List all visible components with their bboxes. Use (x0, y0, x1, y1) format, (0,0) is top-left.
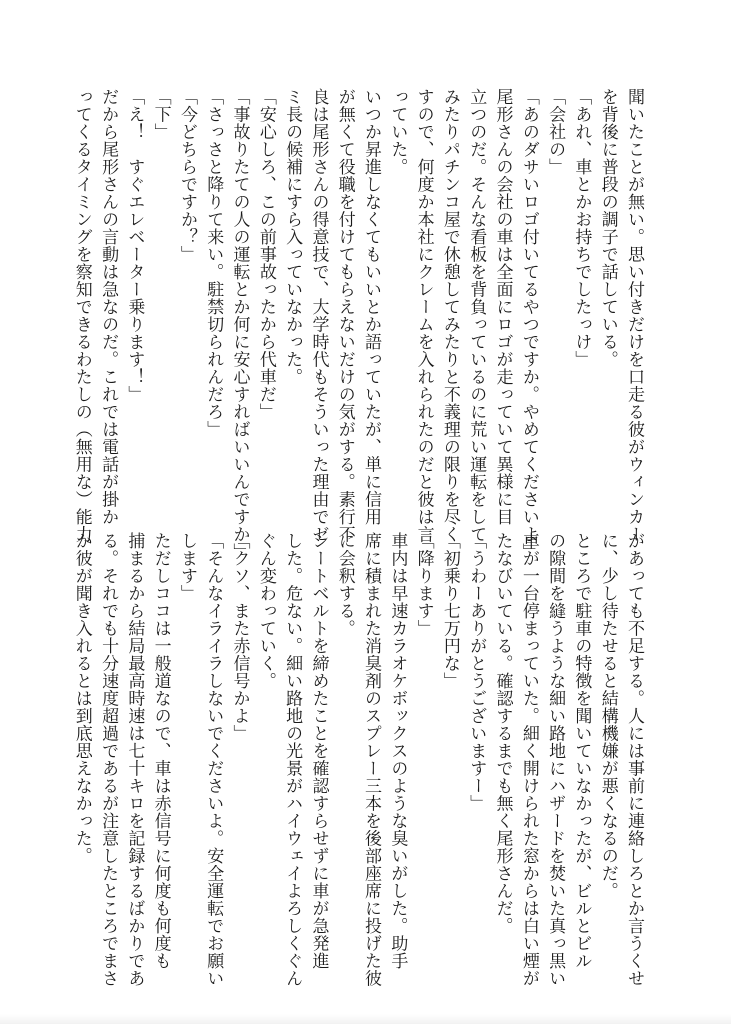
text-line: 「初乗り七万円な」 (439, 532, 460, 690)
text-line: 「今どちらですか？」 (176, 88, 197, 263)
text-line: 良は尾形さんの得意技で、大学時代もそういった理由でゼ (308, 88, 329, 543)
text-line: 聞いたことが無い。思い付きだけを口走る彼がウィンカー (624, 88, 644, 543)
text-line: 「さっさと降りて来い。駐禁切られんだろ」 (203, 88, 224, 438)
text-line: 席に積まれた消臭剤のスプレー三本を後部座席に投げた彼 (361, 532, 382, 987)
text-line: 捕まるから結局最高時速は七十キロを記録するばかりであ (124, 532, 145, 987)
text-line: の隙間を縫うような細い路地にハザードを焚いた真っ黒い (545, 532, 566, 987)
text-line: に会釈する。 (334, 532, 355, 637)
text-line: ところで駐車の特徴を聞いていなかったが、ビルとビル (571, 532, 592, 970)
text-line: みたりパチンコ屋で休憩してみたりと不義理の限りを尽く (439, 88, 460, 543)
text-line: 「事故りたての人の運転とか何に安心すればいいんですか」 (229, 88, 250, 561)
text-line: る。それでも十分速度超過であるが注意したところでまさ (98, 532, 119, 987)
text-line: 「会社の」 (545, 88, 566, 176)
text-line: っていた。 (387, 88, 408, 176)
text-line: 車内は早速カラオケボックスのような臭いがした。助手 (387, 532, 408, 970)
text-line: ってくるタイミングを察知できるわたしの（無用な）能力 (71, 88, 92, 543)
text-line: 「安心しろ、この前事故ったから代車だ」 (255, 88, 276, 421)
text-line: 「あれ、車とかお持ちでしたっけ」 (571, 88, 592, 368)
text-line: か彼が聞き入れるとは到底思えなかった。 (71, 532, 92, 865)
text-line: 「え！ すぐエレベーター乗ります！」 (124, 88, 145, 403)
text-line: が無くて役職を付けてもらえないだけの気がする。素行不 (334, 88, 355, 543)
text-line: を背後に普段の調子で話している。 (597, 88, 618, 368)
text-line: いつか昇進しなくてもいいとか語っていたが、単に信用 (361, 88, 382, 526)
text-line: だから尾形さんの言動は急なのだ。これでは電話が掛か (98, 88, 119, 526)
page-bottom-edge (0, 1014, 731, 1024)
top-text-block (71, 88, 647, 561)
text-line: 「うわーありがとうございますー」 (466, 532, 487, 812)
text-line: 「下」 (150, 88, 171, 141)
text-line: すので、何度か本社にクレームを入れられたのだと彼は言 (413, 88, 434, 543)
text-line: 「あのダサいロゴ付いてるやつですか。やめてくださいよ」 (518, 88, 539, 561)
text-line: ミ長の候補にすら入っていなかった。 (282, 88, 303, 386)
text-line: ぐん変わっていく。 (255, 532, 276, 690)
text-line: 尾形さんの会社の車は全面にロゴが走っていて異様に目 (492, 88, 513, 526)
text-line: に、少し待たせると結構機嫌が悪くなるのだ。 (597, 532, 618, 900)
text-line: たなびいている。確認するまでも無く尾形さんだ。 (492, 532, 513, 935)
text-line: ただしココは一般道なので、車は赤信号に何度も何度も (150, 532, 171, 970)
text-line: した。危ない。細い路地の光景がハイウェイよろしくぐん (282, 532, 303, 987)
text-line: 車が一台停まっていた。細く開けられた窓からは白い煙が (518, 532, 539, 987)
text-line: 「クソ、また赤信号かよ」 (229, 532, 250, 742)
text-line: 「そんなイライラしないでくださいよ。安全運転でお願い (203, 532, 224, 987)
text-line: 立つのだ。そんな看板を背負っているのに荒い運転をして (466, 88, 487, 543)
text-line: があっても不足する。人には事前に連絡しろとか言うくせ (624, 532, 644, 987)
bottom-text-block (71, 532, 647, 987)
text-line: 「降ります」 (413, 532, 434, 637)
text-line: シートベルトを締めたことを確認すらせずに車が急発進 (308, 532, 329, 970)
text-line: します」 (176, 532, 197, 602)
